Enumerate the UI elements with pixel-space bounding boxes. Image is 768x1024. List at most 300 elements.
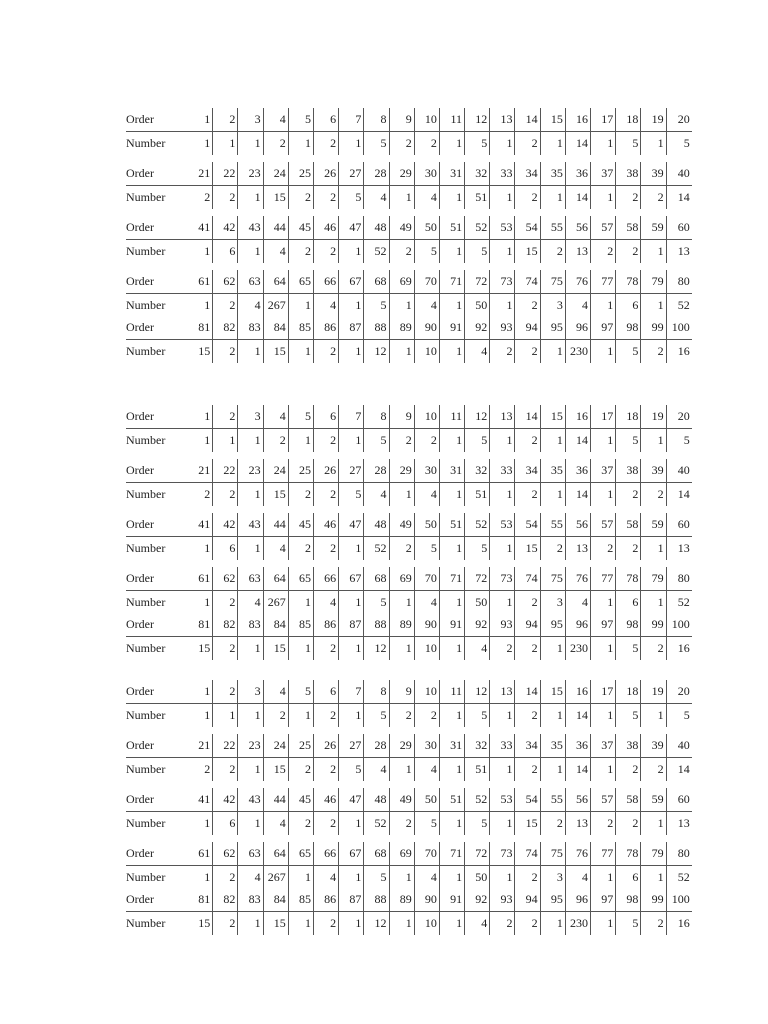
order-row-label: Order: [126, 792, 154, 806]
number-cell: 2: [616, 186, 641, 209]
order-cell: 79: [641, 270, 666, 293]
order-cell: 48: [364, 788, 389, 811]
order-cell: 77: [591, 567, 616, 590]
order-row-label: Order: [126, 571, 154, 585]
number-cell: 1: [289, 704, 314, 727]
order-cell: 36: [566, 734, 591, 757]
order-cell: 35: [541, 459, 566, 482]
number-row: [126, 340, 692, 363]
order-cell: 40: [677, 463, 690, 477]
order-cell: 17: [591, 108, 616, 131]
order-cell: 60: [677, 220, 690, 234]
order-cell: 83: [238, 613, 263, 636]
order-cell: 2: [213, 108, 238, 131]
order-cell: 70: [415, 270, 440, 293]
number-row: [126, 132, 692, 155]
number-cell: 15: [264, 912, 289, 935]
number-cell: 1: [188, 812, 213, 835]
number-cell: 2: [188, 758, 213, 781]
number-cell: 1: [591, 758, 616, 781]
number-cell: 52: [677, 870, 690, 884]
order-cell: 93: [490, 888, 515, 911]
order-cell: 59: [641, 216, 666, 239]
order-cell: 57: [591, 788, 616, 811]
order-cell: 47: [339, 513, 364, 536]
number-cell: 267: [264, 591, 289, 614]
number-cell: 5: [616, 340, 641, 363]
order-row-label: Order: [126, 463, 154, 477]
number-cell: 2: [616, 537, 641, 560]
order-cell: 31: [440, 459, 465, 482]
number-cell: 13: [566, 812, 591, 835]
order-cell: 30: [415, 459, 440, 482]
number-row-label: Number: [126, 595, 166, 609]
number-cell: 5: [364, 132, 389, 155]
number-cell: 3: [541, 591, 566, 614]
order-cell: 54: [515, 513, 540, 536]
order-cell: 20: [677, 409, 690, 423]
order-cell: 7: [339, 405, 364, 428]
number-cell: 2: [289, 812, 314, 835]
order-cell: 84: [264, 316, 289, 339]
number-cell: 2: [314, 912, 339, 935]
number-cell: 1: [238, 429, 263, 452]
order-cell: 68: [364, 567, 389, 590]
table-block: [126, 405, 692, 451]
order-cell: 5: [289, 680, 314, 703]
number-cell: 5: [465, 537, 490, 560]
number-cell: 1: [238, 483, 263, 506]
number-cell: 2: [515, 637, 540, 660]
order-cell: 48: [364, 216, 389, 239]
number-cell: 6: [213, 537, 238, 560]
number-cell: 2: [289, 758, 314, 781]
number-cell: 2: [515, 866, 540, 889]
number-cell: 2: [616, 240, 641, 263]
order-cell: 10: [415, 108, 440, 131]
number-cell: 2: [213, 591, 238, 614]
order-cell: 29: [390, 459, 415, 482]
number-cell: 2: [390, 132, 415, 155]
order-cell: 32: [465, 734, 490, 757]
number-cell: 2: [641, 637, 666, 660]
order-cell: 37: [591, 734, 616, 757]
order-cell: 2: [213, 680, 238, 703]
order-row: [126, 316, 692, 340]
number-cell: 1: [238, 637, 263, 660]
order-cell: 81: [188, 888, 213, 911]
number-cell: 15: [264, 483, 289, 506]
number-cell: 1: [390, 591, 415, 614]
order-cell: 7: [339, 680, 364, 703]
number-cell: 4: [264, 537, 289, 560]
number-cell: 1: [188, 591, 213, 614]
number-row-label: Number: [126, 298, 166, 312]
number-cell: 12: [364, 637, 389, 660]
order-cell: 98: [616, 316, 641, 339]
number-cell: 50: [465, 591, 490, 614]
number-cell: 1: [440, 483, 465, 506]
order-cell: 76: [566, 567, 591, 590]
order-row: [126, 842, 692, 866]
number-cell: 2: [289, 240, 314, 263]
order-cell: 89: [390, 613, 415, 636]
order-cell: 21: [188, 162, 213, 185]
order-cell: 17: [591, 680, 616, 703]
number-cell: 4: [364, 483, 389, 506]
number-cell: 1: [390, 758, 415, 781]
order-cell: 77: [591, 842, 616, 865]
number-cell: 1: [289, 132, 314, 155]
number-cell: 1: [490, 758, 515, 781]
order-cell: 47: [339, 788, 364, 811]
order-cell: 25: [289, 162, 314, 185]
number-cell: 15: [515, 812, 540, 835]
order-cell: 6: [314, 680, 339, 703]
number-cell: 4: [415, 758, 440, 781]
number-cell: 1: [541, 483, 566, 506]
number-cell: 1: [490, 537, 515, 560]
order-cell: 41: [188, 788, 213, 811]
number-cell: 5: [364, 591, 389, 614]
frequency-table-2: [126, 405, 692, 659]
order-cell: 25: [289, 459, 314, 482]
order-row: [126, 513, 692, 537]
number-cell: 3: [541, 294, 566, 317]
number-cell: 2: [188, 483, 213, 506]
number-cell: 2: [541, 812, 566, 835]
number-cell: 1: [440, 637, 465, 660]
number-cell: 1: [390, 186, 415, 209]
order-cell: 87: [339, 316, 364, 339]
order-cell: 14: [515, 680, 540, 703]
number-row: [126, 866, 692, 889]
order-cell: 32: [465, 162, 490, 185]
number-cell: 1: [390, 637, 415, 660]
number-cell: 1: [490, 866, 515, 889]
order-cell: 61: [188, 842, 213, 865]
number-cell: 1: [641, 240, 666, 263]
order-cell: 47: [339, 216, 364, 239]
number-cell: 2: [515, 294, 540, 317]
number-cell: 15: [264, 186, 289, 209]
number-cell: 1: [490, 294, 515, 317]
number-cell: 2: [213, 758, 238, 781]
table-block: [126, 734, 692, 780]
number-cell: 1: [390, 340, 415, 363]
order-cell: 86: [314, 316, 339, 339]
number-cell: 2: [213, 866, 238, 889]
number-cell: 1: [541, 340, 566, 363]
number-cell: 2: [213, 294, 238, 317]
number-cell: 1: [339, 240, 364, 263]
order-cell: 97: [591, 316, 616, 339]
number-cell: 1: [390, 912, 415, 935]
order-cell: 11: [440, 405, 465, 428]
order-cell: 48: [364, 513, 389, 536]
number-row-label: Number: [126, 708, 166, 722]
number-cell: 2: [390, 537, 415, 560]
order-row: [126, 613, 692, 637]
number-cell: 2: [490, 340, 515, 363]
order-cell: 4: [264, 108, 289, 131]
order-cell: 60: [677, 792, 690, 806]
order-cell: 76: [566, 270, 591, 293]
number-row: [126, 186, 692, 209]
order-cell: 16: [566, 405, 591, 428]
number-cell: 2: [541, 537, 566, 560]
number-cell: 2: [541, 240, 566, 263]
order-cell: 15: [541, 680, 566, 703]
number-cell: 6: [213, 812, 238, 835]
number-cell: 13: [677, 816, 690, 830]
number-cell: 2: [264, 429, 289, 452]
number-cell: 13: [566, 537, 591, 560]
order-cell: 43: [238, 513, 263, 536]
order-row-label: Order: [126, 684, 154, 698]
order-cell: 8: [364, 108, 389, 131]
order-cell: 56: [566, 513, 591, 536]
number-cell: 2: [390, 704, 415, 727]
number-cell: 1: [490, 132, 515, 155]
number-cell: 51: [465, 186, 490, 209]
order-cell: 42: [213, 788, 238, 811]
number-cell: 2: [515, 483, 540, 506]
order-cell: 67: [339, 567, 364, 590]
order-cell: 50: [415, 216, 440, 239]
order-cell: 80: [677, 274, 690, 288]
number-cell: 1: [238, 132, 263, 155]
order-cell: 94: [515, 613, 540, 636]
number-cell: 2: [314, 186, 339, 209]
number-cell: 1: [591, 912, 616, 935]
number-cell: 2: [264, 704, 289, 727]
number-cell: 14: [566, 429, 591, 452]
number-cell: 2: [515, 758, 540, 781]
order-cell: 39: [641, 162, 666, 185]
number-cell: 6: [616, 591, 641, 614]
number-cell: 4: [238, 866, 263, 889]
number-cell: 52: [364, 812, 389, 835]
number-cell: 14: [566, 704, 591, 727]
order-cell: 56: [566, 216, 591, 239]
order-cell: 73: [490, 842, 515, 865]
order-cell: 3: [238, 405, 263, 428]
order-cell: 38: [616, 459, 641, 482]
number-row: [126, 294, 692, 317]
number-row-label: Number: [126, 136, 166, 150]
number-cell: 14: [677, 190, 690, 204]
order-cell: 71: [440, 270, 465, 293]
number-cell: 5: [465, 704, 490, 727]
number-cell: 5: [683, 136, 690, 150]
order-cell: 83: [238, 316, 263, 339]
order-cell: 88: [364, 316, 389, 339]
order-cell: 79: [641, 842, 666, 865]
number-cell: 13: [677, 541, 690, 555]
order-cell: 16: [566, 680, 591, 703]
number-cell: 1: [490, 704, 515, 727]
order-cell: 81: [188, 316, 213, 339]
order-cell: 49: [390, 788, 415, 811]
number-cell: 1: [289, 591, 314, 614]
number-cell: 2: [616, 812, 641, 835]
order-cell: 56: [566, 788, 591, 811]
number-cell: 1: [490, 483, 515, 506]
number-cell: 2: [641, 483, 666, 506]
number-row-label: Number: [126, 244, 166, 258]
number-cell: 52: [364, 240, 389, 263]
number-cell: 1: [440, 591, 465, 614]
order-cell: 69: [390, 270, 415, 293]
number-cell: 1: [339, 294, 364, 317]
order-cell: 13: [490, 108, 515, 131]
number-cell: 1: [188, 294, 213, 317]
number-cell: 13: [566, 240, 591, 263]
number-cell: 1: [641, 812, 666, 835]
order-cell: 88: [364, 613, 389, 636]
number-cell: 2: [641, 758, 666, 781]
number-cell: 14: [566, 758, 591, 781]
number-cell: 2: [616, 758, 641, 781]
order-row: [126, 680, 692, 704]
order-cell: 12: [465, 108, 490, 131]
number-cell: 4: [415, 294, 440, 317]
order-cell: 15: [541, 108, 566, 131]
number-row: [126, 912, 692, 935]
number-cell: 6: [616, 866, 641, 889]
number-cell: 2: [390, 429, 415, 452]
number-cell: 4: [238, 294, 263, 317]
order-cell: 92: [465, 888, 490, 911]
number-cell: 1: [339, 866, 364, 889]
number-cell: 1: [591, 704, 616, 727]
order-cell: 69: [390, 842, 415, 865]
number-row: [126, 591, 692, 614]
order-cell: 41: [188, 216, 213, 239]
number-cell: 51: [465, 483, 490, 506]
order-row-label: Order: [126, 892, 154, 906]
table-block: [126, 270, 692, 316]
number-cell: 2: [314, 240, 339, 263]
order-cell: 57: [591, 216, 616, 239]
number-cell: 1: [188, 429, 213, 452]
number-cell: 1: [238, 912, 263, 935]
number-cell: 1: [339, 812, 364, 835]
order-row-label: Order: [126, 517, 154, 531]
order-cell: 64: [264, 842, 289, 865]
order-cell: 23: [238, 162, 263, 185]
order-cell: 43: [238, 788, 263, 811]
number-cell: 1: [641, 132, 666, 155]
order-cell: 3: [238, 680, 263, 703]
number-cell: 1: [591, 429, 616, 452]
order-cell: 74: [515, 842, 540, 865]
number-cell: 1: [339, 637, 364, 660]
order-cell: 2: [213, 405, 238, 428]
order-cell: 52: [465, 513, 490, 536]
number-row-label: Number: [126, 487, 166, 501]
number-cell: 4: [465, 912, 490, 935]
order-cell: 53: [490, 216, 515, 239]
order-cell: 34: [515, 459, 540, 482]
number-cell: 1: [541, 758, 566, 781]
order-cell: 18: [616, 108, 641, 131]
order-cell: 12: [465, 680, 490, 703]
number-cell: 1: [188, 240, 213, 263]
order-cell: 87: [339, 613, 364, 636]
number-cell: 1: [541, 429, 566, 452]
number-cell: 1: [188, 132, 213, 155]
number-cell: 5: [616, 132, 641, 155]
table-block: [126, 842, 692, 888]
number-cell: 50: [465, 294, 490, 317]
number-cell: 2: [415, 704, 440, 727]
order-cell: 74: [515, 567, 540, 590]
order-cell: 28: [364, 162, 389, 185]
order-cell: 1: [188, 680, 213, 703]
order-cell: 61: [188, 270, 213, 293]
number-cell: 1: [541, 912, 566, 935]
order-cell: 64: [264, 270, 289, 293]
order-cell: 58: [616, 788, 641, 811]
number-cell: 14: [566, 186, 591, 209]
number-cell: 4: [415, 186, 440, 209]
order-row-label: Order: [126, 617, 154, 631]
number-cell: 15: [188, 912, 213, 935]
number-cell: 2: [415, 132, 440, 155]
order-cell: 62: [213, 567, 238, 590]
order-cell: 37: [591, 459, 616, 482]
number-cell: 1: [591, 483, 616, 506]
order-cell: 92: [465, 316, 490, 339]
order-cell: 10: [415, 680, 440, 703]
number-cell: 10: [415, 912, 440, 935]
order-cell: 44: [264, 788, 289, 811]
number-cell: 2: [314, 812, 339, 835]
number-cell: 1: [238, 240, 263, 263]
number-cell: 1: [238, 704, 263, 727]
number-cell: 1: [188, 704, 213, 727]
order-cell: 94: [515, 888, 540, 911]
number-cell: 5: [683, 708, 690, 722]
order-cell: 78: [616, 567, 641, 590]
number-cell: 2: [314, 637, 339, 660]
number-cell: 5: [339, 483, 364, 506]
order-cell: 66: [314, 842, 339, 865]
number-cell: 1: [390, 483, 415, 506]
order-cell: 49: [390, 216, 415, 239]
order-cell: 40: [677, 738, 690, 752]
frequency-table-1: [126, 108, 692, 362]
order-cell: 53: [490, 513, 515, 536]
order-cell: 85: [289, 888, 314, 911]
order-cell: 24: [264, 162, 289, 185]
order-cell: 88: [364, 888, 389, 911]
order-cell: 9: [390, 680, 415, 703]
order-cell: 91: [440, 316, 465, 339]
number-row: [126, 812, 692, 835]
order-cell: 26: [314, 734, 339, 757]
order-cell: 65: [289, 842, 314, 865]
order-cell: 98: [616, 613, 641, 636]
order-cell: 90: [415, 613, 440, 636]
order-cell: 46: [314, 788, 339, 811]
number-cell: 1: [213, 132, 238, 155]
number-cell: 5: [364, 866, 389, 889]
order-cell: 74: [515, 270, 540, 293]
order-cell: 36: [566, 459, 591, 482]
